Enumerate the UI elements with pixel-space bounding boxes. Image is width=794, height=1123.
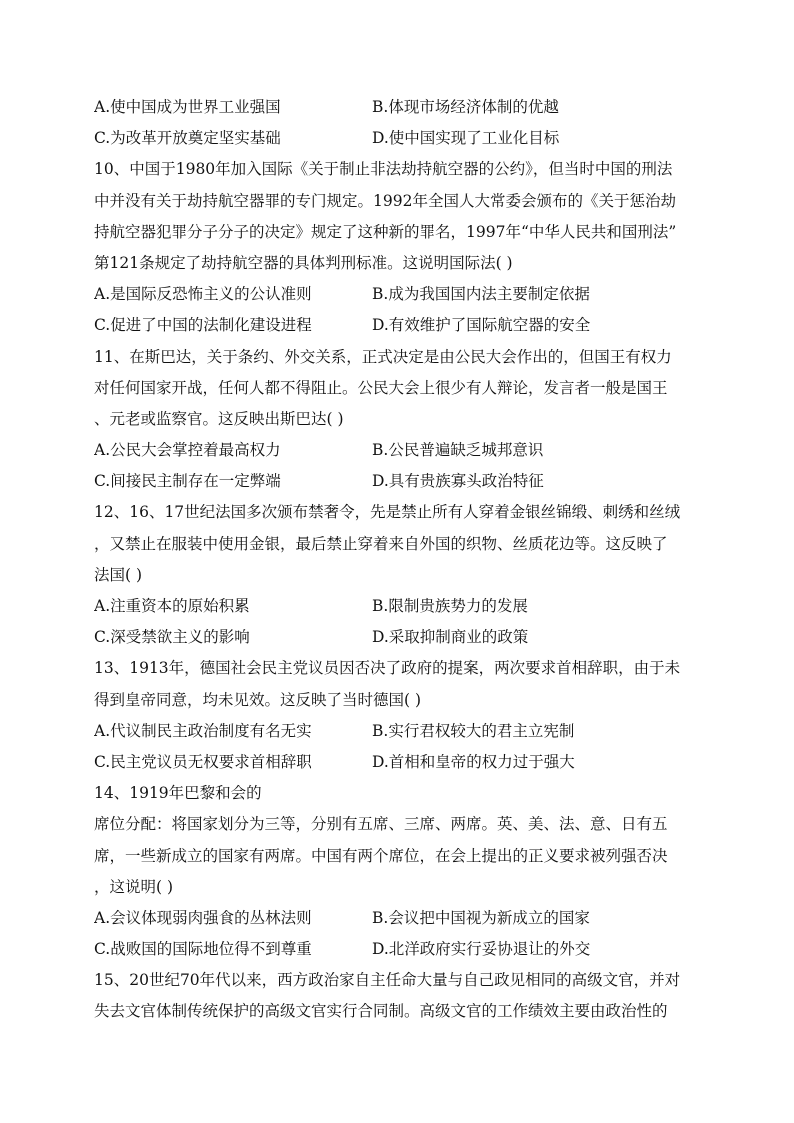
q9-option-a[interactable]: A.使中国成为世界工业强国 — [94, 98, 281, 116]
q10-option-d[interactable]: D.有效维护了国际航空器的安全 — [372, 316, 591, 335]
q14-option-c[interactable]: C.战败国的国际地位得不到尊重 — [94, 940, 312, 959]
q11-option-c[interactable]: C.间接民主制存在一定弊端 — [94, 472, 281, 491]
q13-option-b[interactable]: B.实行君权较大的君主立宪制 — [372, 721, 575, 740]
q10-stem-line-3: 持航空器犯罪分子分子的决定》规定了这种新的罪名，1997年“中华人民共和国刑法” — [94, 222, 677, 241]
q14-stem-line-3: 席，一些新成立的国家有两席。中国有两个席位，在会上提出的正义要求被列强否决 — [94, 846, 668, 865]
q10-option-c[interactable]: C.促进了中国的法制化建设进程 — [94, 316, 312, 335]
q12-options-row-2 — [94, 622, 706, 653]
q11-option-b[interactable]: B.公民普遍缺乏城邦意识 — [372, 441, 544, 460]
q14-options-row-2 — [94, 934, 706, 965]
q11-options-row-2 — [94, 466, 706, 497]
q9-option-d[interactable]: D.使中国实现了工业化目标 — [372, 129, 560, 148]
q15-stem-line-2: 失去文官体制传统保护的高级文官实行合同制。高级文官的工作绩效主要由政治性的 — [94, 1002, 668, 1021]
q11-options-row-1 — [94, 435, 706, 466]
q12-stem-line-3: 法国( ) — [94, 565, 143, 584]
q11-option-a[interactable]: A.公民大会掌控着最高权力 — [94, 441, 281, 460]
q9-options-row-2 — [94, 123, 706, 154]
q14-option-d[interactable]: D.北洋政府实行妥协退让的外交 — [372, 940, 591, 959]
q10-option-b[interactable]: B.成为我国国内法主要制定依据 — [372, 285, 590, 304]
q12-option-c[interactable]: C.深受禁欲主义的影响 — [94, 628, 250, 647]
q10-stem-line-1: 10、中国于1980年加入国际《关于制止非法劫持航空器的公约》，但当时中国的刑法 — [94, 160, 673, 179]
q12-stem-line-2: ，又禁止在服装中使用金银，最后禁止穿着来自外国的织物、丝质花边等。这反映了 — [94, 534, 668, 553]
q12-option-d[interactable]: D.采取抑制商业的政策 — [372, 628, 529, 647]
q9-options-row-1 — [94, 92, 706, 123]
q12-options-row-1 — [94, 591, 706, 622]
q9-option-b[interactable]: B.体现市场经济体制的优越 — [372, 98, 559, 116]
q13-option-c[interactable]: C.民主党议员无权要求首相辞职 — [94, 752, 312, 771]
q15-stem-line-1: 15、20世纪70年代以来，西方政治家自主任命大量与自己政见相同的高级文官，并对 — [94, 971, 681, 990]
q10-stem-line-2: 中并没有关于劫持航空器罪的专门规定。1992年全国人大常委会颁布的《关于惩治劫 — [94, 191, 676, 210]
q14-options-row-1 — [94, 903, 706, 934]
q10-options-row-1 — [94, 279, 706, 310]
q13-option-d[interactable]: D.首相和皇帝的权力过于强大 — [372, 752, 575, 771]
q11-option-d[interactable]: D.具有贵族寡头政治特征 — [372, 472, 544, 491]
q13-option-a[interactable]: A.代议制民主政治制度有名无实 — [94, 721, 312, 740]
q10-options-row-2 — [94, 310, 706, 341]
q14-option-a[interactable]: A.会议体现弱肉强食的丛林法则 — [94, 908, 312, 927]
exam-page — [94, 92, 706, 1028]
q13-options-row-2 — [94, 747, 706, 778]
q13-stem-line-1: 13、1913年，德国社会民主党议员因否决了政府的提案，两次要求首相辞职，由于未 — [94, 659, 681, 678]
q9-option-c[interactable]: C.为改革开放奠定坚实基础 — [94, 129, 281, 148]
q11-stem-line-3: 、元老或监察官。这反映出斯巴达( ) — [94, 409, 344, 428]
q14-stem-line-2: 席位分配：将国家划分为三等，分别有五席、三席、两席。英、美、法、意、日有五 — [94, 815, 668, 834]
q13-options-row-1 — [94, 716, 706, 747]
q12-option-b[interactable]: B.限制贵族势力的发展 — [372, 597, 528, 615]
q12-option-a[interactable]: A.注重资本的原始积累 — [94, 597, 250, 615]
q14-option-b[interactable]: B.会议把中国视为新成立的国家 — [372, 908, 590, 927]
q13-stem-line-2: 得到皇帝同意，均未见效。这反映了当时德国( ) — [94, 690, 422, 709]
q11-stem-line-1: 11、在斯巴达，关于条约、外交关系，正式决定是由公民大会作出的，但国王有权力 — [94, 347, 672, 366]
q10-stem-line-4: 第121条规定了劫持航空器的具体判刑标准。这说明国际法( ) — [94, 253, 513, 272]
q14-stem-line-4: ，这说明( ) — [94, 877, 174, 896]
q12-stem-line-1: 12、16、17世纪法国多次颁布禁奢令，先是禁止所有人穿着金银丝锦缎、刺绣和丝绒 — [94, 503, 681, 522]
q10-option-a[interactable]: A.是国际反恐怖主义的公认准则 — [94, 285, 312, 304]
q11-stem-line-2: 对任何国家开战，任何人都不得阻止。公民大会上很少有人辩论，发言者一般是国王 — [94, 378, 668, 397]
q14-stem-line-1: 14、1919年巴黎和会的 — [94, 784, 262, 803]
